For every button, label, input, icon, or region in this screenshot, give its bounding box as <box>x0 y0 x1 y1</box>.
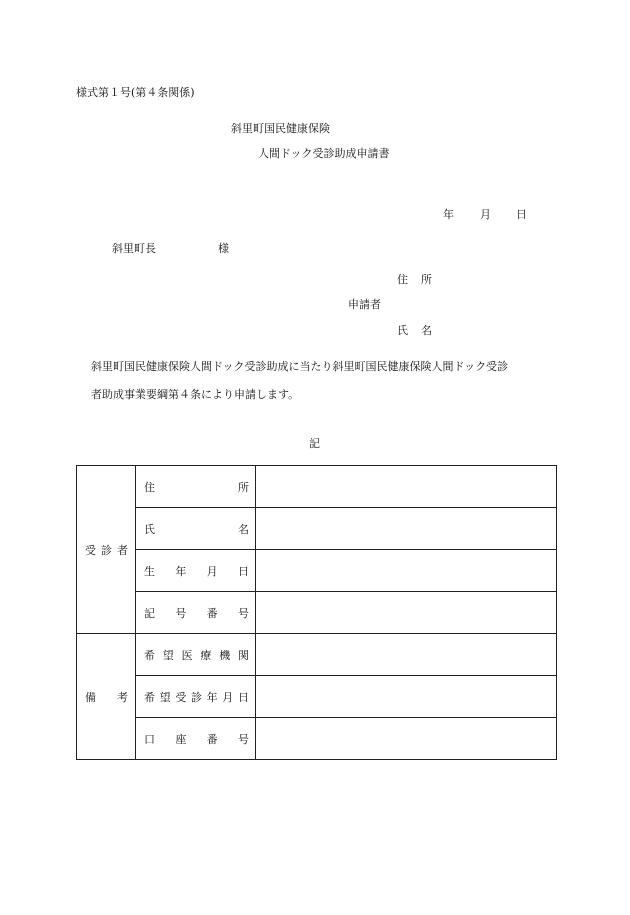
row-label-hospital: 希 望 医 療 機 関 <box>136 634 256 676</box>
group-remarks <box>77 634 136 760</box>
applicant-label: 申請者 <box>348 298 381 311</box>
row-label-exam-date: 希 望 受 診 年 月 日 <box>136 676 256 718</box>
value-cell-hospital[interactable] <box>256 634 557 676</box>
value-cell-account-number[interactable] <box>256 718 557 760</box>
addressee-honorific: 様 <box>218 242 229 255</box>
row-label-account-number: 口 座 番 号 <box>136 718 256 760</box>
group1-char: 者 <box>117 543 128 557</box>
row-label-symbol-number: 記 号 番 号 <box>136 592 256 634</box>
date-month: 月 <box>480 208 491 221</box>
date-day: 日 <box>516 208 527 221</box>
title-line-2: 人間ドック受診助成申請書 <box>258 147 390 160</box>
value-cell-symbol-number[interactable] <box>256 592 557 634</box>
group2-char: 考 <box>117 690 128 704</box>
body-line-1: 斜里町国民健康保険人間ドック受診助成に当たり斜里町国民健康保険人間ドック受診 <box>91 360 509 373</box>
form-number: 様式第１号(第４条関係) <box>76 86 195 99</box>
group1-char: 受 <box>85 543 96 557</box>
address-char-2: 所 <box>421 273 432 286</box>
row-label-name: 氏 名 <box>136 508 256 550</box>
application-table <box>76 465 557 760</box>
group1-char: 診 <box>101 543 112 557</box>
date-year: 年 <box>443 208 454 221</box>
title-line-1: 斜里町国民健康保険 <box>231 122 330 135</box>
value-cell-address[interactable] <box>256 466 557 508</box>
value-cell-name[interactable] <box>256 508 557 550</box>
addressee-name: 斜里町長 <box>112 242 156 255</box>
group-examinee <box>77 466 136 634</box>
address-char-1: 住 <box>397 273 408 286</box>
row-label-birthdate: 生 年 月 日 <box>136 550 256 592</box>
name-char-1: 氏 <box>397 324 408 337</box>
value-cell-birthdate[interactable] <box>256 550 557 592</box>
name-char-2: 名 <box>421 324 432 337</box>
body-line-2: 者助成事業要綱第４条により申請します。 <box>91 388 300 401</box>
applicant-address-label <box>397 273 432 287</box>
group2-char: 備 <box>85 690 96 704</box>
applicant-name-label <box>397 324 432 338</box>
ki-heading: 記 <box>309 437 320 450</box>
row-label-address: 住 所 <box>136 466 256 508</box>
value-cell-exam-date[interactable] <box>256 676 557 718</box>
